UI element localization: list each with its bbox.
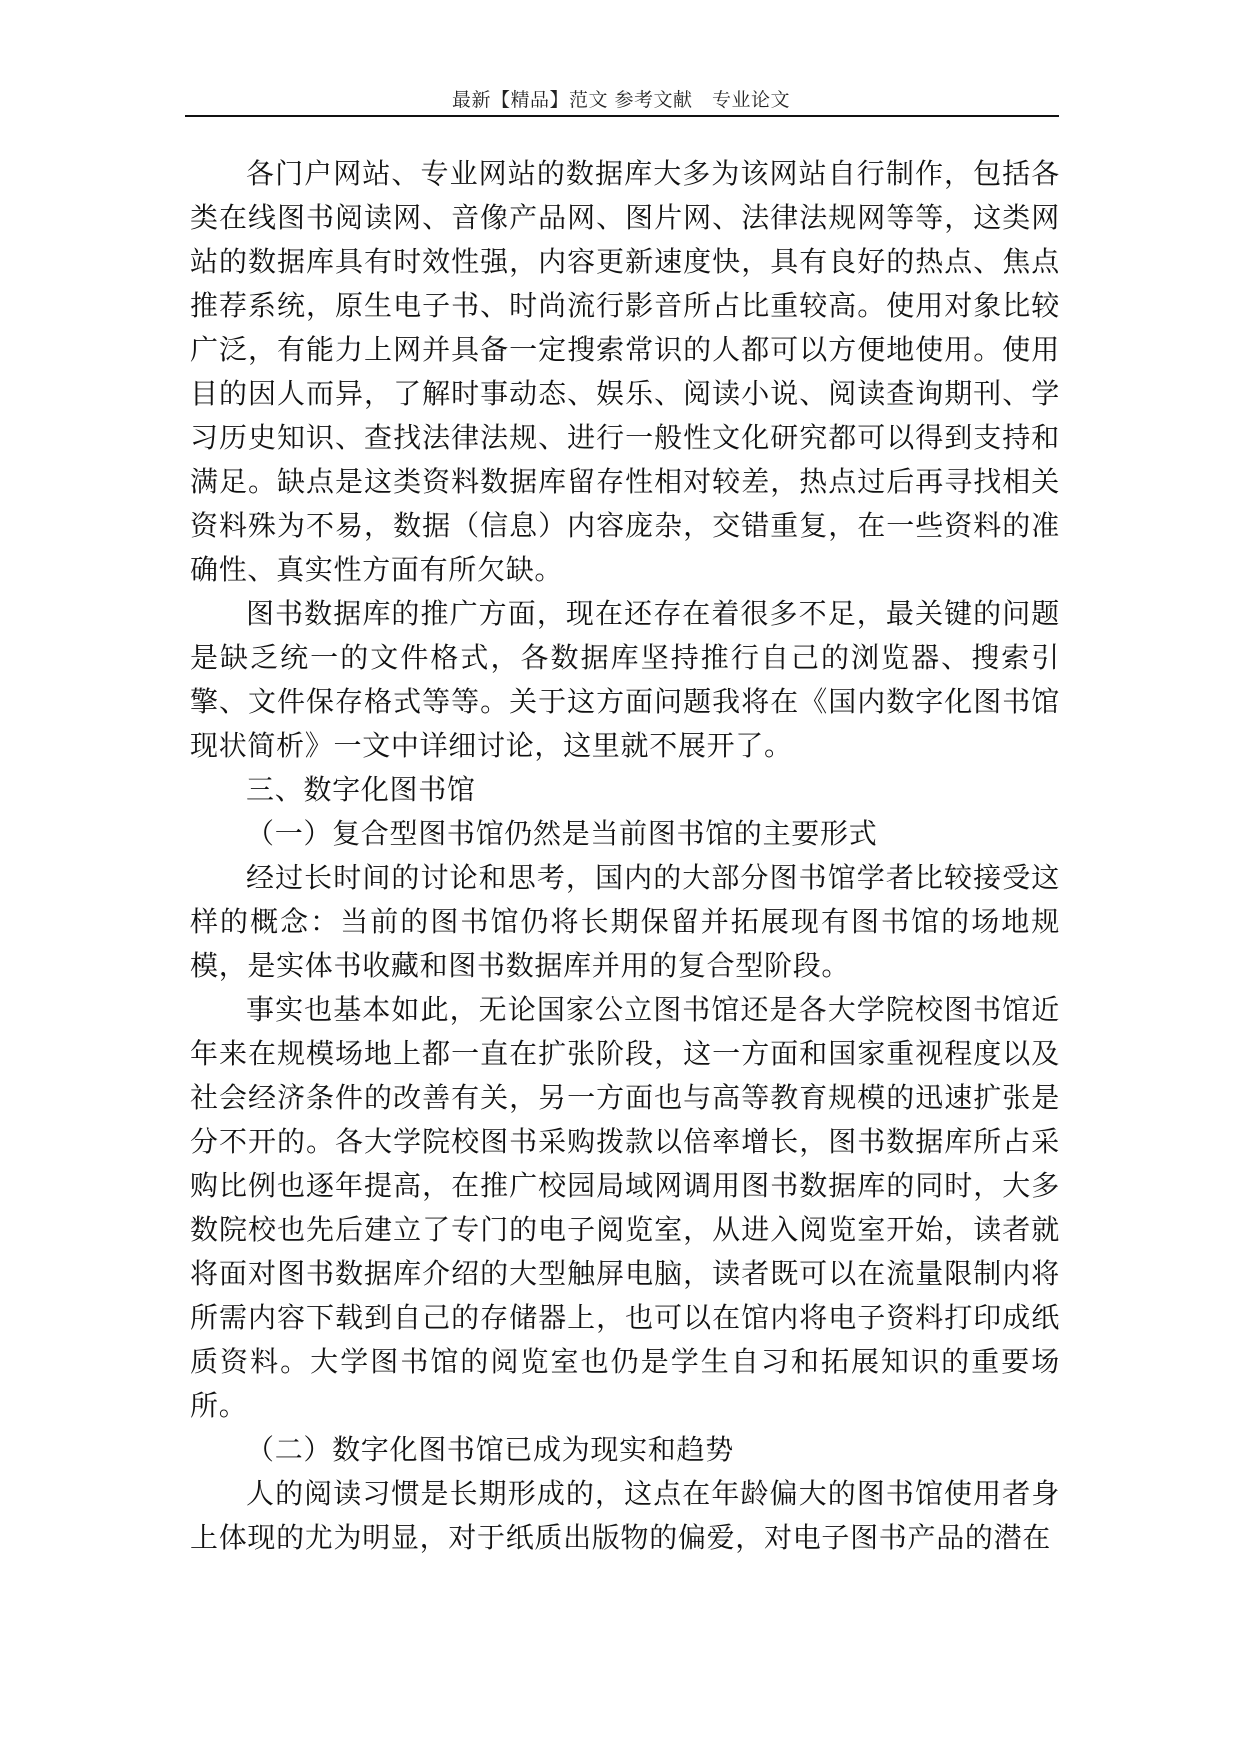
paragraph-web-databases: 各门户网站、专业网站的数据库大多为该网站自行制作，包括各类在线图书阅读网、音像产品网、图片网、法律法规网等等，这类网站的数据库具有时效性强，内容更新速度快，具有良好的热点、焦点推荐系统，原生电子书、时尚流行影音所占比重较高。使用对象比较广泛，有能力上网并具备一定搜索常识的人都可以方便地使用。使用目的因人而异，了解时事动态、娱乐、阅读小说、阅读查询期刊、学习历史知识、查找法律法规、进行一般性文化研究都可以得到支持和满足。缺点是这类资料数据库留存性相对较差，热点过后再寻找相关资料殊为不易，数据（信息）内容庞杂，交错重复，在一些资料的准确性、真实性方面有所欠缺。 (190, 157, 1060, 586)
body-text (190, 152, 1060, 1560)
paragraph-database-promotion: 图书数据库的推广方面，现在还存在着很多不足，最关键的问题是缺乏统一的文件格式，各数据库坚持推行自己的浏览器、搜索引擎、文件保存格式等等。关于这方面问题我将在《国内数字化图书馆现状简析》一文中详细讨论，这里就不展开了。 (190, 597, 1060, 762)
subsection-heading-digital-trend: （二）数字化图书馆已成为现实和趋势 (246, 1433, 734, 1466)
section-heading-digital-library: 三、数字化图书馆 (246, 773, 476, 806)
header-divider (185, 115, 1059, 117)
paragraph-library-expansion: 事实也基本如此，无论国家公立图书馆还是各大学院校图书馆近年来在规模场地上都一直在扩张阶段，这一方面和国家重视程度以及社会经济条件的改善有关，另一方面也与高等教育规模的迅速扩张是分不开的。各大学院校图书采购拨款以倍率增长，图书数据库所占采购比例也逐年提高，在推广校园局域网调用图书数据库的同时，大多数院校也先后建立了专门的电子阅览室，从进入阅览室开始，读者就将面对图书数据库介绍的大型触屏电脑，读者既可以在流量限制内将所需内容下载到自己的存储器上，也可以在馆内将电子资料打印成纸质资料。大学图书馆的阅览室也仍是学生自习和拓展知识的重要场所。 (190, 993, 1060, 1422)
subsection-heading-hybrid-library: （一）复合型图书馆仍然是当前图书馆的主要形式 (246, 817, 878, 850)
paragraph-reading-habits: 人的阅读习惯是长期形成的，这点在年龄偏大的图书馆使用者身上体现的尤为明显，对于纸质出版物的偏爱，对电子图书产品的潜在 (190, 1477, 1060, 1554)
paragraph-hybrid-concept: 经过长时间的讨论和思考，国内的大部分图书馆学者比较接受这样的概念：当前的图书馆仍将长期保留并拓展现有图书馆的场地规模，是实体书收藏和图书数据库并用的复合型阶段。 (190, 861, 1060, 982)
page-header: 最新【精品】范文 参考文献 专业论文 (451, 89, 791, 111)
